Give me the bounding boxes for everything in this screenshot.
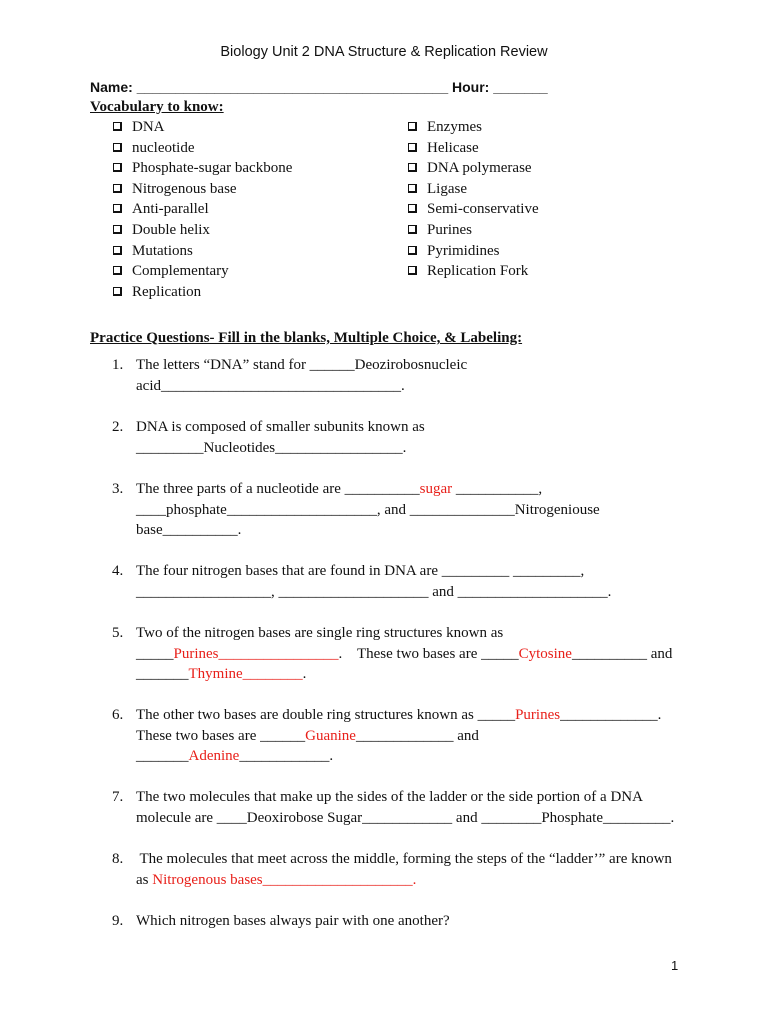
question-answer-line: base__________. (136, 522, 242, 539)
question-text: The four nitrogen bases that are found in DNA are _________ _________, (136, 563, 585, 579)
question-number: 7. (112, 789, 124, 805)
practice-heading: Practice Questions- Fill in the blanks, Multiple Choice, & Labeling: (90, 330, 523, 346)
vocab-item: nucleotide (113, 140, 292, 161)
question-text: The two molecules that make up the sides of the ladder or the side portion of a DNA (136, 789, 643, 805)
name-field[interactable] (90, 79, 448, 95)
hour-field[interactable] (452, 79, 548, 95)
question-number: 1. (112, 357, 124, 373)
vocab-heading: Vocabulary to know: (90, 99, 224, 115)
checkbox-icon[interactable] (408, 122, 417, 131)
question-answer-line: as Nitrogenous bases____________________. (136, 871, 417, 888)
question-text: Two of the nitrogen bases are single ring structures known as (136, 625, 504, 641)
name-label: Name: (90, 79, 133, 95)
name-blank: ________________________________________ (136, 79, 449, 95)
handwritten-answer: Thymine________ (188, 666, 303, 683)
vocab-item: Replication (113, 284, 292, 305)
question-text: The letters “DNA” stand for ______Deozirobosnucleic (136, 357, 468, 373)
vocab-item: Phosphate-sugar backbone (113, 160, 292, 181)
checkbox-icon[interactable] (113, 184, 122, 193)
handwritten-answer: Purines________________ (173, 645, 339, 662)
question-answer-line: ____phosphate____________________, and ______________Nitrogeniouse (136, 501, 600, 518)
question-text: Which nitrogen bases always pair with one another? (136, 913, 450, 929)
question-number: 8. (112, 851, 124, 867)
vocab-list-left (113, 119, 292, 304)
question-text: The three parts of a nucleotide are __________sugar ___________, (136, 481, 543, 497)
checkbox-icon[interactable] (113, 204, 122, 213)
vocab-item: Purines (408, 222, 539, 243)
checkbox-icon[interactable] (113, 287, 122, 296)
handwritten-answer: Nitrogenous bases____________________ (152, 871, 413, 888)
checkbox-icon[interactable] (408, 163, 417, 172)
checkbox-icon[interactable] (408, 143, 417, 152)
vocab-item: Anti-parallel (113, 201, 292, 222)
page-title: Biology Unit 2 DNA Structure & Replication Review (220, 44, 548, 60)
question-number: 3. (112, 481, 124, 497)
question-answer-line: _______Thymine________. (136, 666, 307, 683)
checkbox-icon[interactable] (408, 184, 417, 193)
question-text: The other two bases are double ring structures known as _____Purines_____________. (136, 707, 662, 723)
vocab-item: Ligase (408, 181, 539, 202)
question-number: 5. (112, 625, 124, 641)
vocab-item: DNA polymerase (408, 160, 539, 181)
vocab-item: Pyrimidines (408, 243, 539, 264)
hour-blank: _______ (493, 79, 548, 95)
vocab-item: Helicase (408, 140, 539, 161)
vocab-item: Double helix (113, 222, 292, 243)
checkbox-icon[interactable] (408, 266, 417, 275)
vocab-item: Nitrogenous base (113, 181, 292, 202)
question-answer-line: These two bases are ______Guanine_____________ and (136, 727, 479, 744)
question-text: The molecules that meet across the middle, forming the steps of the “ladder’” are known (136, 851, 672, 867)
question-answer-line: _____Purines________________. These two bases are _____Cytosine__________ and (136, 645, 673, 662)
checkbox-icon[interactable] (113, 143, 122, 152)
checkbox-icon[interactable] (113, 266, 122, 275)
handwritten-answer: Guanine (305, 727, 356, 744)
handwritten-answer: Cytosine (518, 645, 572, 662)
question-answer-line: _______Adenine____________. (136, 748, 334, 765)
checkbox-icon[interactable] (408, 246, 417, 255)
question-text: DNA is composed of smaller subunits known as (136, 419, 425, 435)
question-answer-line: _________Nucleotides_________________. (136, 439, 407, 456)
vocab-item: DNA (113, 119, 292, 140)
handwritten-answer: Purines (515, 707, 561, 723)
question-number: 9. (112, 913, 124, 929)
vocab-list-right (408, 119, 539, 284)
question-answer-line: acid________________________________. (136, 377, 405, 394)
question-answer-line: molecule are ____Deoxirobose Sugar____________ and ________Phosphate_________. (136, 809, 675, 826)
vocab-item: Mutations (113, 243, 292, 264)
vocab-item: Replication Fork (408, 263, 539, 284)
checkbox-icon[interactable] (408, 225, 417, 234)
checkbox-icon[interactable] (113, 122, 122, 131)
handwritten-answer: sugar (419, 481, 453, 497)
vocab-item: Complementary (113, 263, 292, 284)
handwritten-answer: Adenine (188, 748, 240, 765)
checkbox-icon[interactable] (408, 204, 417, 213)
name-hour-row (90, 79, 690, 95)
vocab-item: Enzymes (408, 119, 539, 140)
page-number: 1 (671, 958, 679, 973)
question-number: 2. (112, 419, 124, 435)
checkbox-icon[interactable] (113, 246, 122, 255)
vocab-item: Semi-conservative (408, 201, 539, 222)
checkbox-icon[interactable] (113, 163, 122, 172)
question-answer-line: __________________, ____________________ and ____________________. (136, 583, 612, 600)
checkbox-icon[interactable] (113, 225, 122, 234)
hour-label: Hour: (452, 79, 490, 95)
question-number: 4. (112, 563, 124, 579)
question-number: 6. (112, 707, 124, 723)
